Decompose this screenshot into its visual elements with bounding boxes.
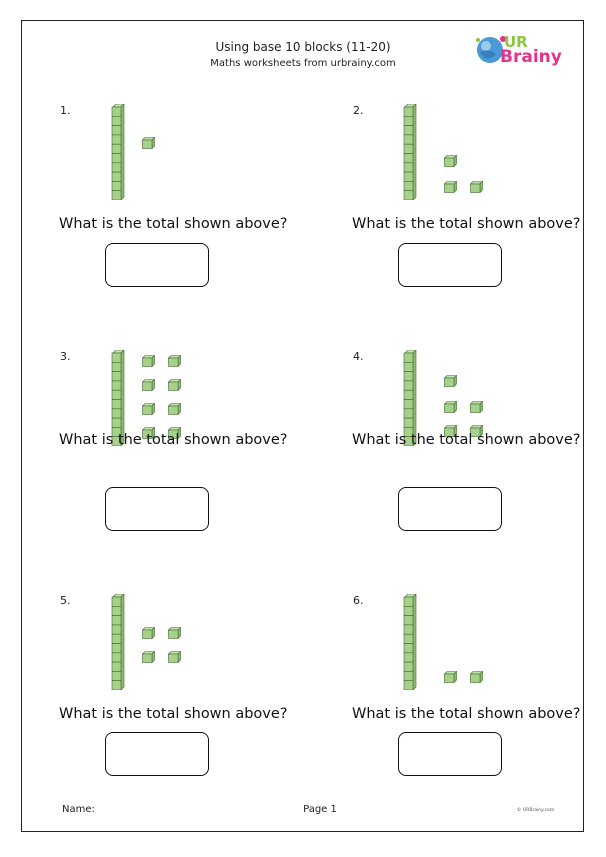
unit-cube-block: [470, 178, 483, 190]
answer-box[interactable]: [398, 732, 502, 776]
question-prompt: What is the total shown above?: [352, 216, 581, 232]
ten-rod-block: [111, 594, 125, 694]
unit-cube-block: [168, 624, 181, 636]
unit-cube-block: [444, 668, 457, 680]
unit-cube-block: [142, 352, 155, 364]
question-prompt: What is the total shown above?: [352, 432, 581, 448]
urbrainy-logo: [470, 30, 570, 75]
answer-box[interactable]: [105, 732, 209, 776]
question-number: 5.: [60, 594, 71, 607]
ten-rod-block: [403, 104, 417, 204]
question-prompt: What is the total shown above?: [59, 216, 288, 232]
copyright-text: © URBrainy.com: [517, 808, 555, 813]
worksheet-title: Using base 10 blocks (11-20): [215, 40, 391, 54]
question-prompt: What is the total shown above?: [352, 706, 581, 722]
logo-brainy-text: Brainy: [500, 47, 562, 67]
question-number: 3.: [60, 350, 71, 363]
unit-cube-block: [142, 376, 155, 388]
worksheet-subtitle: Maths worksheets from urbrainy.com: [210, 58, 396, 69]
answer-box[interactable]: [105, 243, 209, 287]
question-number: 6.: [353, 594, 364, 607]
unit-cube-block: [444, 152, 457, 164]
unit-cube-block: [168, 376, 181, 388]
unit-cube-block: [470, 668, 483, 680]
answer-box[interactable]: [398, 487, 502, 531]
unit-cube-block: [168, 648, 181, 660]
question-number: 2.: [353, 104, 364, 117]
answer-box[interactable]: [398, 243, 502, 287]
unit-cube-block: [444, 398, 457, 410]
unit-cube-block: [142, 648, 155, 660]
page-number: Page 1: [303, 804, 337, 815]
answer-box[interactable]: [105, 487, 209, 531]
unit-cube-block: [444, 178, 457, 190]
unit-cube-block: [142, 624, 155, 636]
unit-cube-block: [470, 398, 483, 410]
unit-cube-block: [168, 400, 181, 412]
unit-cube-block: [168, 352, 181, 364]
ten-rod-block: [403, 594, 417, 694]
unit-cube-block: [142, 134, 155, 146]
question-prompt: What is the total shown above?: [59, 432, 288, 448]
unit-cube-block: [142, 400, 155, 412]
name-label: Name:: [62, 804, 95, 815]
ten-rod-block: [111, 104, 125, 204]
logo-ur-text: UR: [504, 33, 528, 51]
question-number: 1.: [60, 104, 71, 117]
unit-cube-block: [444, 372, 457, 384]
question-prompt: What is the total shown above?: [59, 706, 288, 722]
question-number: 4.: [353, 350, 364, 363]
